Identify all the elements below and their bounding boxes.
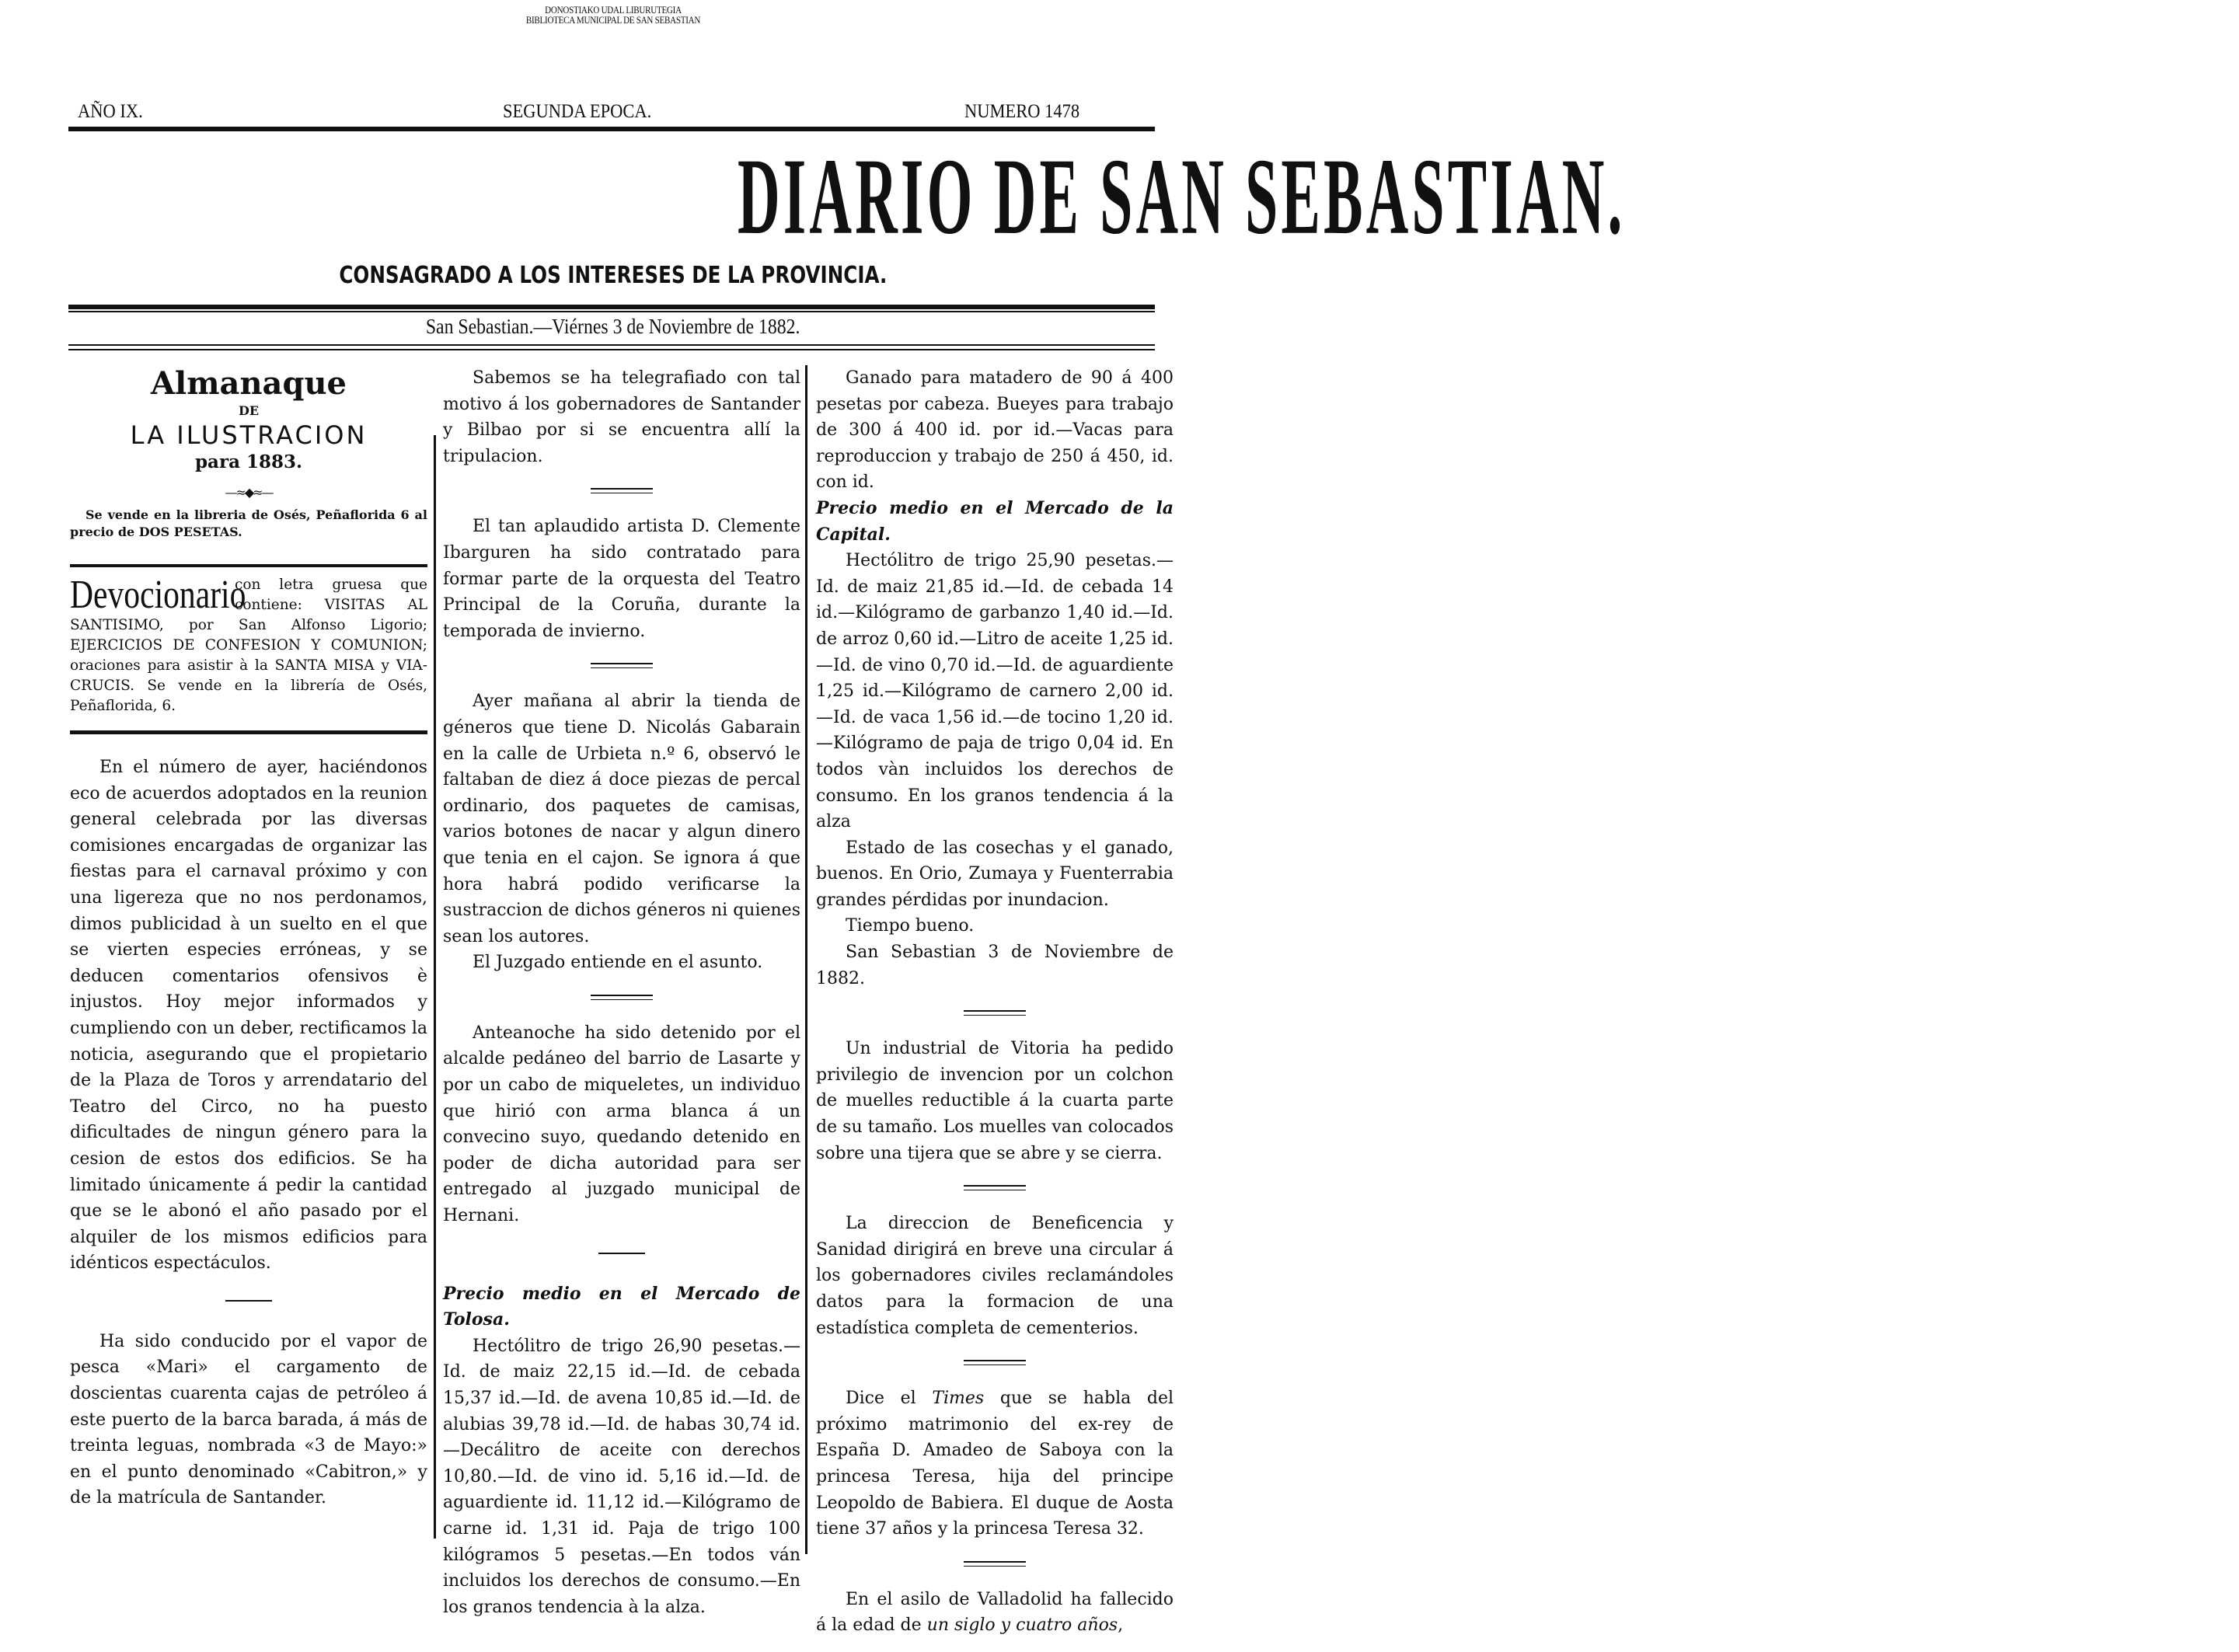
ad-devocionario-text: con letra gruesa que contiene: VISITAS AL SANTISIMO, por San Alfonso Ligorio; EJERCICIOS DE CONFESION Y COMUNION; oraciones para asistir à la SANTA MISA y VIA-CRUCIS. Se vende en la librería de Osés, Peñaflorida, 6. <box>70 577 427 714</box>
header-rule-middle-thin <box>68 311 1155 312</box>
header-rule-bottom-2 <box>68 349 1155 350</box>
article-separator <box>964 1360 1026 1365</box>
column-divider-2 <box>805 365 807 1554</box>
article-robo: Ayer mañana al abrir la tienda de géneros que tiene D. Nicolás Gabarain en la calle de Urbieta n.º 6, observó le faltaban de diez á doce piezas de percal ordinario, dos paquetes de camisas, varios botones de nacar y algun dinero que tenia en el cajon. Se ignora á que hora habrá podido verificarse la sustraccion de dichos géneros ni quienes sean los autores. <box>443 692 800 946</box>
article-ibarguren: El tan aplaudido artista D. Clemente Ibarguren ha sido contratado para formar parte de la orquesta del Teatro Principal de la Coruña, durante la temporada de invierno. <box>443 517 800 641</box>
article-lasarte: Anteanoche ha sido detenido por el alcalde pedáneo del barrio de Lasarte y por un cabo de miqueletes, un individuo que hirió con arma blanca á un convecino suyo, quedando detenido en poder de dicha autoridad para ser entregado al juzgado municipal de Hernani. <box>443 1023 800 1226</box>
issue-number: NUMERO 1478 <box>964 101 1080 122</box>
header-rule-top <box>68 127 1155 131</box>
ornament-icon: —≈◆≈— <box>225 485 273 500</box>
market-capital-title: Precio medio en el Mercado de la Capital. <box>816 497 1174 545</box>
ad-devocionario <box>70 575 427 716</box>
ad-divider <box>70 564 427 567</box>
market-tolosa-title: Precio medio en el Mercado de Tolosa. <box>443 1283 800 1330</box>
market-tolosa-prices: Hectólitro de trigo 26,90 pesetas.—Id. de maiz 22,15 id.—Id. de cebada 15,37 id.—Id. de avena 10,85 id.—Id. de alubias 39,78 id.—Id. de habas 30,74 id.—Decálitro de aceite con derechos 10,80.—Id. de vino id. 5,16 id.—Id. de aguardiente id. 11,12 id.—Kilógramo de carne id. 1,31 id. Paja de trigo 100 kilógramos 5 pesetas.—En todos ván incluidos los derechos de consumo.—En los granos tendencia à la alza. <box>443 1336 800 1617</box>
article-times <box>816 1385 1174 1542</box>
issue-epoch: SEGUNDA EPOCA. <box>503 101 652 122</box>
newspaper-masthead <box>124 135 1626 257</box>
article-beneficencia: La direccion de Beneficencia y Sanidad dirigirá en breve una circular á los gobernadores civiles reclamándoles datos para la formacion de una estadística completa de cementerios. <box>816 1214 1174 1338</box>
dateline <box>0 313 1226 340</box>
article-separator <box>591 995 653 1000</box>
times-name: Times <box>932 1389 985 1409</box>
market-capital-prices: Hectólitro de trigo 25,90 pesetas.—Id. de maiz 21,85 id.—Id. de cebada 14 id.—Kilógramo de garbanzo 1,40 id.—Id. de arroz 0,60 id.—Litro de aceite 1,25 id.—Id. de vino 0,70 id.—Id. de aguardiente 1,25 id.—Kilógramo de carnero 2,00 id.—Id. de vaca 1,56 id.—de tocino 1,20 id.—Kilógramo de paja de trigo 0,04 id. En todos vàn incluidos los derechos de consumo. En los granos tendencia á la alza <box>816 551 1174 832</box>
column-2 <box>443 365 800 1620</box>
article-separator <box>598 1253 645 1255</box>
harvest-report: Estado de las cosechas y el ganado, buenos. En Orio, Zumaya y Fuenterrabia grandes pérdidas por inundacion. <box>816 838 1174 910</box>
article-valladolid <box>816 1587 1174 1639</box>
article-juzgado: El Juzgado entiende en el asunto. <box>473 953 763 973</box>
ad-almanaque-title: Almanaque <box>151 365 347 402</box>
article-separator <box>225 1300 272 1302</box>
times-rest: que se habla del próximo matrimonio del ex-rey de España D. Amadeo de Saboya con la princesa Teresa, hija del principe Leopoldo de Babiera. El duque de Aosta tiene 37 años y la princesa Teresa 32. <box>816 1389 1174 1539</box>
ad-divider-2 <box>70 730 427 734</box>
ad-devocionario-title: Devocionario <box>70 573 246 617</box>
weather-report: Tiempo bueno. <box>846 916 975 936</box>
issue-info-bar <box>66 101 1154 127</box>
header-rule-middle <box>68 305 1155 309</box>
ad-almanaque-year: para 1883. <box>194 451 303 472</box>
ad-almanaque-de: DE <box>238 403 260 418</box>
valladolid-start: En el asilo de Valladolid ha fallecido á la edad de <box>816 1589 1174 1636</box>
article-separator <box>591 663 653 668</box>
article-carnaval: En el número de ayer, haciéndonos eco de acuerdos adoptados en la reunion general celebrada por las diversas comisiones encargadas de organizar las fiestas para el carnaval próximo y con una ligereza que no nos perdonamos, dimos publicidad à un suelto en el que se vierten especies erróneas, y se deducen comentarios ofensivos è injustos. Hoy mejor informados y cumpliendo con un deber, rectificamos la noticia, asegurando que el propietario de la Plaza de Toros y arrendatario del Teatro del Circo, no ha puesto dificultades de ningun género para la cesion de estos dos edificios. Se ha limitado únicamente á pedir la cantidad que se le abonó el año pasado por el alquiler de los mismos edificios para idénticos espectáculos. <box>70 758 427 1274</box>
ad-almanaque-name: LA ILUSTRACION <box>130 420 368 450</box>
newspaper-title: DIARIO DE SAN SEBASTIAN. <box>737 135 1626 257</box>
article-colchon: Un industrial de Vitoria ha pedido privilegio de invencion por un colchon de muelles reductible á la cuarta parte de su tamaño. Los muelles van colocados sobre una tijera que se abre y se cierra. <box>816 1039 1174 1163</box>
library-stamp <box>92 5 1134 25</box>
ad-almanaque <box>70 365 427 541</box>
column-3 <box>816 365 1174 1639</box>
library-stamp-spanish: BIBLIOTECA MUNICIPAL DE SAN SEBASTIAN <box>525 14 701 26</box>
dateline-text: San Sebastian.—Viérnes 3 de Noviembre de 1882. <box>426 315 800 338</box>
article-separator <box>591 488 653 493</box>
article-separator <box>964 1010 1026 1016</box>
times-intro: Dice el <box>846 1389 933 1409</box>
column-1 <box>70 365 427 1511</box>
article-separator <box>964 1561 1026 1567</box>
header-rule-bottom <box>68 344 1155 346</box>
article-tripulacion: Sabemos se ha telegrafiado con tal motivo á los gobernadores de Santander y Bilbao por si se encuentra allí la tripulacion. <box>443 368 800 466</box>
article-separator <box>964 1185 1026 1190</box>
column-divider-1 <box>434 435 436 1539</box>
subtitle-text: CONSAGRADO A LOS INTERESES DE LA PROVINCIA. <box>339 262 888 289</box>
ad-almanaque-sale: Se vende en la libreria de Osés, Peñaflorida 6 al precio de DOS PESETAS. <box>70 507 427 539</box>
article-petroleo: Ha sido conducido por el vapor de pesca «Mari» el cargamento de doscientas cuarenta cajas de petróleo á este puerto de la barca barada, á más de treinta leguas, nombrada «3 de Mayo:» en el punto denominado «Cabitron,» y de la matrícula de Santander. <box>70 1331 427 1508</box>
valladolid-end: , <box>1118 1615 1124 1636</box>
cattle-prices: Ganado para matadero de 90 á 400 pesetas por cabeza. Bueyes para trabajo de 300 á 400 id. por id.—Vacas para reproduccion y trabajo de 250 á 450, id. con id. <box>816 368 1174 493</box>
masthead-subtitle <box>0 260 1226 291</box>
valladolid-italic: un siglo y cuatro años <box>926 1615 1118 1636</box>
library-stamp-basque: DONOSTIAKO UDAL LIBURUTEGIA <box>545 4 682 16</box>
report-signoff: San Sebastian 3 de Noviembre de 1882. <box>816 943 1174 988</box>
issue-year: AÑO IX. <box>78 101 143 122</box>
